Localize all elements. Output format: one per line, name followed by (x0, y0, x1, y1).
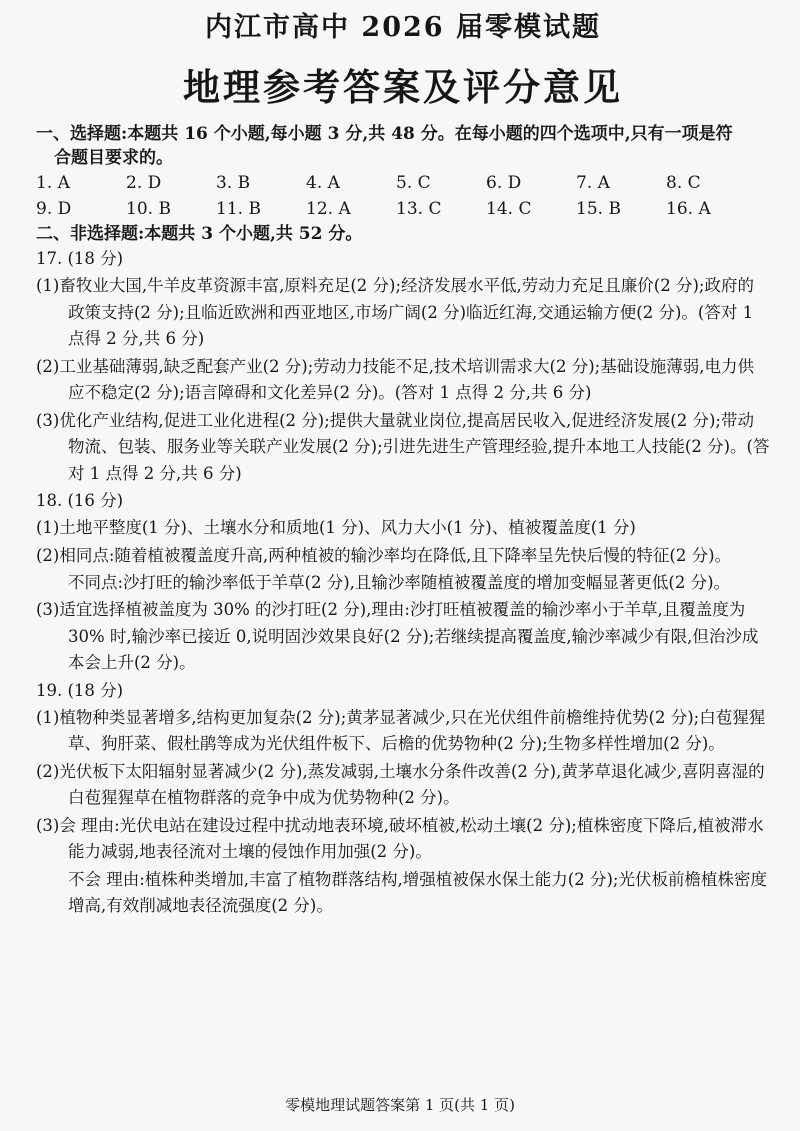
q18-answer-2: (2)相同点:随着植被覆盖度升高,两种植被的输沙率均在降低,且下降率呈先快后慢的特征(2 分)。 (36, 545, 732, 565)
answer-14: 14. C (486, 199, 532, 219)
answer-4: 4. A (306, 173, 340, 193)
answer-16: 16. A (666, 199, 711, 219)
page-footer: 零模地理试题答案第 1 页(共 1 页) (285, 1096, 515, 1114)
q17-answer-2: (2)工业基础薄弱,缺乏配套产业(2 分);劳动力技能不足,技术培训需求大(2 分);基础设施薄弱,电力供应不稳定(2 分);语言障碍和文化差异(2 分)。(答对 1 点得 2 分,共 6 分) (36, 356, 754, 402)
q19-answer-3-alternative: 不会 理由:植株种类增加,丰富了植物群落结构,增强植被保水保土能力(2 分);光伏板前檐植株密度增高,有效削减地表径流强度(2 分)。 (68, 869, 767, 915)
part1-heading: 一、选择题:本题共 16 个小题,每小题 3 分,共 48 分。在每小题的四个选项中,只有一项是符 合题目要求的。 (36, 124, 733, 168)
answer-13: 13. C (396, 199, 442, 219)
q18-answer-3: (3)适宜选择植被盖度为 30% 的沙打旺(2 分),理由:沙打旺植被覆盖的输沙率小于羊草,且覆盖度为 30% 时,输沙率已接近 0,说明固沙效果良好(2 分);若继续提高覆盖度,输沙率减少有限,但治沙成本会上升(2 分)。 (36, 600, 759, 672)
answer-3: 3. B (216, 173, 251, 193)
q19-answer-3: (3)会 理由:光伏电站在建设过程中扰动地表环境,破坏植被,松动土壤(2 分);植株密度下降后,植被滞水能力减弱,地表径流对土壤的侵蚀作用加强(2 分)。 (36, 815, 764, 861)
answer-8: 8. C (666, 173, 701, 193)
q17-answer-3: (3)优化产业结构,促进工业化进程(2 分);提供大量就业岗位,提高居民收入,促进经济发展(2 分);带动物流、包装、服务业等关联产业发展(2 分);引进先进生产管理经验,提升本地工人技能(2 分)。(答对 1 点得 2 分,共 6 分) (36, 410, 770, 483)
answer-12: 12. A (306, 199, 351, 219)
answers-row-1 (36, 170, 770, 196)
q17-answer-1: (1)畜牧业大国,牛羊皮革资源丰富,原料充足(2 分);经济发展水平低,劳动力充足且廉价(2 分);政府的政策支持(2 分);且临近欧洲和西亚地区,市场广阔(2 分)临近红海,交通运输方便(2 分)。(答对 1 点得 2 分,共 6 分) (36, 276, 754, 348)
q19-answer-2: (2)光伏板下太阳辐射显著减少(2 分),蒸发减弱,土壤水分条件改善(2 分),黄茅草退化减少,喜阴喜湿的白苞猩猩草在植物群落的竞争中成为优势物种(2 分)。 (36, 761, 765, 807)
answer-7: 7. A (576, 173, 610, 193)
answer-1: 1. A (36, 173, 70, 193)
q17-heading: 17. (18 分) (36, 249, 124, 268)
q18-answer-1: (1)土地平整度(1 分)、土壤水分和质地(1 分)、风力大小(1 分)、植被覆盖度(1 分) (36, 518, 636, 537)
answer-10: 10. B (126, 199, 171, 219)
q18-heading: 18. (16 分) (36, 491, 124, 510)
q19-answer-1: (1)植物种类显著增多,结构更加复杂(2 分);黄茅显著减少,只在光伏组件前檐维持优势(2 分);白苞猩猩草、狗肝菜、假杜鹃等成为光伏组件板下、后檐的优势物种(2 分);生物多样性增加(2 分)。 (36, 707, 766, 753)
answer-5: 5. C (396, 173, 431, 193)
answer-9: 9. D (36, 199, 72, 219)
answers-row-2 (36, 196, 770, 222)
answer-key-title: 地理参考答案及评分意见 (183, 65, 623, 109)
q18-answer-2-difference: 不同点:沙打旺的输沙率低于羊草(2 分),且输沙率随植被覆盖度的增加变幅显著更低(2 分)。 (68, 573, 731, 592)
answer-6: 6. D (486, 173, 522, 193)
answer-2: 2. D (126, 173, 162, 193)
part2-heading: 二、非选择题:本题共 3 个小题,共 52 分。 (36, 224, 363, 244)
q19-heading: 19. (18 分) (36, 680, 124, 700)
answer-15: 15. B (576, 199, 621, 219)
exam-title: 内江市高中 2026 届零模试题 (205, 12, 601, 43)
answer-11: 11. B (216, 199, 261, 219)
